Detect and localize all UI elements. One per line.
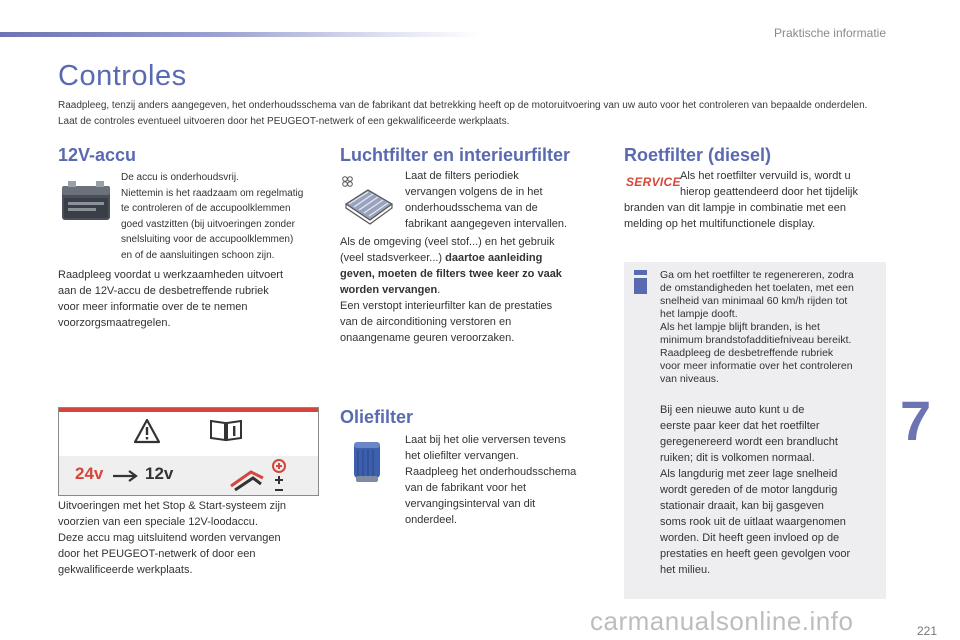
roetfilter-heading: Roetfilter (diesel) xyxy=(624,145,772,165)
accu-para-line: door het PEUGEOT-netwerk of door een xyxy=(58,548,256,560)
intro-text xyxy=(58,98,908,130)
accu-heading: 12V-accu xyxy=(58,145,137,165)
text-bold: worden vervangen xyxy=(340,284,438,296)
oliefilter-text xyxy=(405,432,605,528)
accu-para-line: Deze accu mag uitsluitend worden vervangen xyxy=(58,532,281,544)
roetfilter-intro xyxy=(680,168,885,200)
header-accent-bar xyxy=(0,32,480,37)
luchtfilter-intro xyxy=(405,168,605,232)
info-line: Raadpleeg de desbetreffende rubriek xyxy=(660,347,834,359)
oliefilter-line: onderdeel. xyxy=(405,514,457,526)
oliefilter-heading: Oliefilter xyxy=(340,407,414,427)
luchtfilter-para-line: Een verstopt interieurfilter kan de prestaties xyxy=(340,300,553,312)
info-line: soms rook uit de uitlaat waargenomen xyxy=(660,516,846,528)
section-label: Praktische informatie xyxy=(773,26,886,40)
accu-note xyxy=(121,170,321,263)
info-line: prestaties en heeft geen gevolgen voor xyxy=(660,548,851,560)
info-line: worden. Dit heeft geen invloed op de xyxy=(660,532,840,544)
info-line: Bij een nieuwe auto kunt u de xyxy=(660,404,805,416)
battery-icon xyxy=(58,178,114,224)
info-text-block-1 xyxy=(660,269,878,386)
warning-stripe xyxy=(59,408,318,412)
text-regular: . xyxy=(437,284,441,296)
info-text-block-2 xyxy=(660,402,878,578)
accu-paragraph-1 xyxy=(58,267,320,331)
luchtfilter-para-line: onaangename geuren veroorzaken. xyxy=(340,332,515,344)
accu-para-line: gekwalificeerde werkplaats. xyxy=(58,564,193,576)
luchtfilter-para-line: geven, moeten de filters twee keer zo vaak xyxy=(340,268,562,280)
label-24v: 24v xyxy=(75,464,104,483)
info-line: ruiken; dit is volkomen normaal. xyxy=(660,452,815,464)
oliefilter-line: Raadpleeg het onderhoudsschema xyxy=(405,466,577,478)
accu-paragraph-2 xyxy=(58,498,322,578)
info-line: de omstandigheden het toelaten, met een xyxy=(660,282,854,294)
accu-note-line: Niettemin is het raadzaam om regelmatig xyxy=(121,187,304,199)
service-warning-lamp: SERVICE xyxy=(626,175,681,189)
label-12v: 12v xyxy=(145,464,174,483)
info-line: geregenereerd wordt een brandlucht xyxy=(660,436,838,448)
oliefilter-line: vervangingsinterval van dit xyxy=(405,498,536,510)
oil-filter-icon xyxy=(346,436,390,486)
air-filter-icon xyxy=(340,174,396,228)
intro-line: Laat de controles eventueel uitvoeren door het PEUGEOT-netwerk of een gekwalificeerde werkplaats. xyxy=(58,116,510,127)
battery-warning-panel xyxy=(58,407,319,496)
accu-note-line: snelsluiting voor de accupoolklemmen) xyxy=(121,234,294,245)
roetfilter-line: branden van dit lampje in combinatie met een xyxy=(624,202,846,214)
luchtfilter-para-line: van de airconditioning verstoren en xyxy=(340,316,512,328)
page-title: Controles xyxy=(58,60,187,92)
oliefilter-line: het oliefilter vervangen. xyxy=(405,450,519,462)
info-line: eerste paar keer dat het roetfilter xyxy=(660,420,820,432)
roetfilter-paragraph xyxy=(624,200,886,232)
luchtfilter-paragraph xyxy=(340,234,608,346)
intro-line: Raadpleeg, tenzij anders aangegeven, het onderhoudsschema van de fabrikant dat betrekking heeft op de motoruitvoering van uw auto voor het controleren van bepaalde onderdelen. xyxy=(58,100,868,111)
accu-note-line: goed vastzitten (bij uitvoeringen zonder xyxy=(121,218,295,230)
warning-panel-bottom xyxy=(59,456,318,495)
accu-para-line: voor meer informatie over de te nemen xyxy=(58,301,248,313)
luchtfilter-intro-line: vervangen volgens de in het xyxy=(405,186,543,198)
roetfilter-line: melding op het multifunctionele display. xyxy=(624,218,816,230)
luchtfilter-intro-line: onderhoudsschema van de xyxy=(405,202,538,214)
text-regular: (veel stadsverkeer...) xyxy=(340,252,446,264)
info-line: stationair draait, kan bij gasgeven xyxy=(660,500,824,512)
info-line: het milieu. xyxy=(660,564,711,576)
warning-triangle-icon xyxy=(133,418,161,444)
info-line: het lampje dooft. xyxy=(660,308,738,320)
oliefilter-line: Laat bij het olie verversen tevens xyxy=(405,434,566,446)
info-line: Als langdurig met zeer lage snelheid xyxy=(660,468,838,480)
luchtfilter-intro-line: fabrikant aangegeven intervallen. xyxy=(405,218,568,230)
watermark: carmanualsonline.info xyxy=(590,606,854,636)
accu-para-line: aan de 12V-accu de desbetreffende rubriek xyxy=(58,285,269,297)
info-line: Ga om het roetfilter te regenereren, zodra xyxy=(660,269,854,281)
roetfilter-line: Als het roetfilter vervuild is, wordt u xyxy=(680,170,851,182)
page-number: 221 xyxy=(917,624,938,638)
luchtfilter-intro-line: Laat de filters periodiek xyxy=(405,170,519,182)
accu-para-line: voorzien van een speciale 12V-loodaccu. xyxy=(58,516,258,528)
info-box xyxy=(624,262,886,599)
arrow-right-icon xyxy=(113,470,141,482)
accu-para-line: Raadpleeg voordat u werkzaamheden uitvoert xyxy=(58,269,284,281)
info-line: minimum brandstofadditiefniveau bereikt. xyxy=(660,334,852,346)
luchtfilter-heading: Luchtfilter en interieurfilter xyxy=(340,145,571,165)
info-line: wordt gereden of de motor langdurig xyxy=(660,484,838,496)
oliefilter-line: van de fabrikant voor het xyxy=(405,482,527,494)
accu-para-line: voorzorgsmaatregelen. xyxy=(58,317,171,329)
accu-note-line: en of de aansluitingen schoon zijn. xyxy=(121,249,275,261)
info-line: snelheid van minimaal 60 km/h rijden tot xyxy=(660,295,848,307)
roetfilter-line: hierop geattendeerd door het tijdelijk xyxy=(680,186,858,198)
accu-para-line: Uitvoeringen met het Stop & Start-systeem zijn xyxy=(58,500,287,512)
manual-book-icon xyxy=(209,418,243,442)
chapter-number: 7 xyxy=(900,389,932,452)
luchtfilter-para-line xyxy=(340,282,608,298)
luchtfilter-para-line: Als de omgeving (veel stof...) en het gebruik xyxy=(340,236,555,248)
info-line: van niveaus. xyxy=(660,373,719,385)
jumper-cable-icon xyxy=(227,458,291,494)
info-line: Als het lampje blijft branden, is het xyxy=(660,321,820,333)
info-line: voor meer informatie over het controleren xyxy=(660,360,853,372)
accu-note-line: te controleren of de accupoolklemmen xyxy=(121,203,291,214)
luchtfilter-para-line xyxy=(340,250,608,266)
info-icon xyxy=(634,270,647,294)
text-bold: daartoe aanleiding xyxy=(445,252,543,264)
accu-note-line: De accu is onderhoudsvrij. xyxy=(121,172,239,183)
